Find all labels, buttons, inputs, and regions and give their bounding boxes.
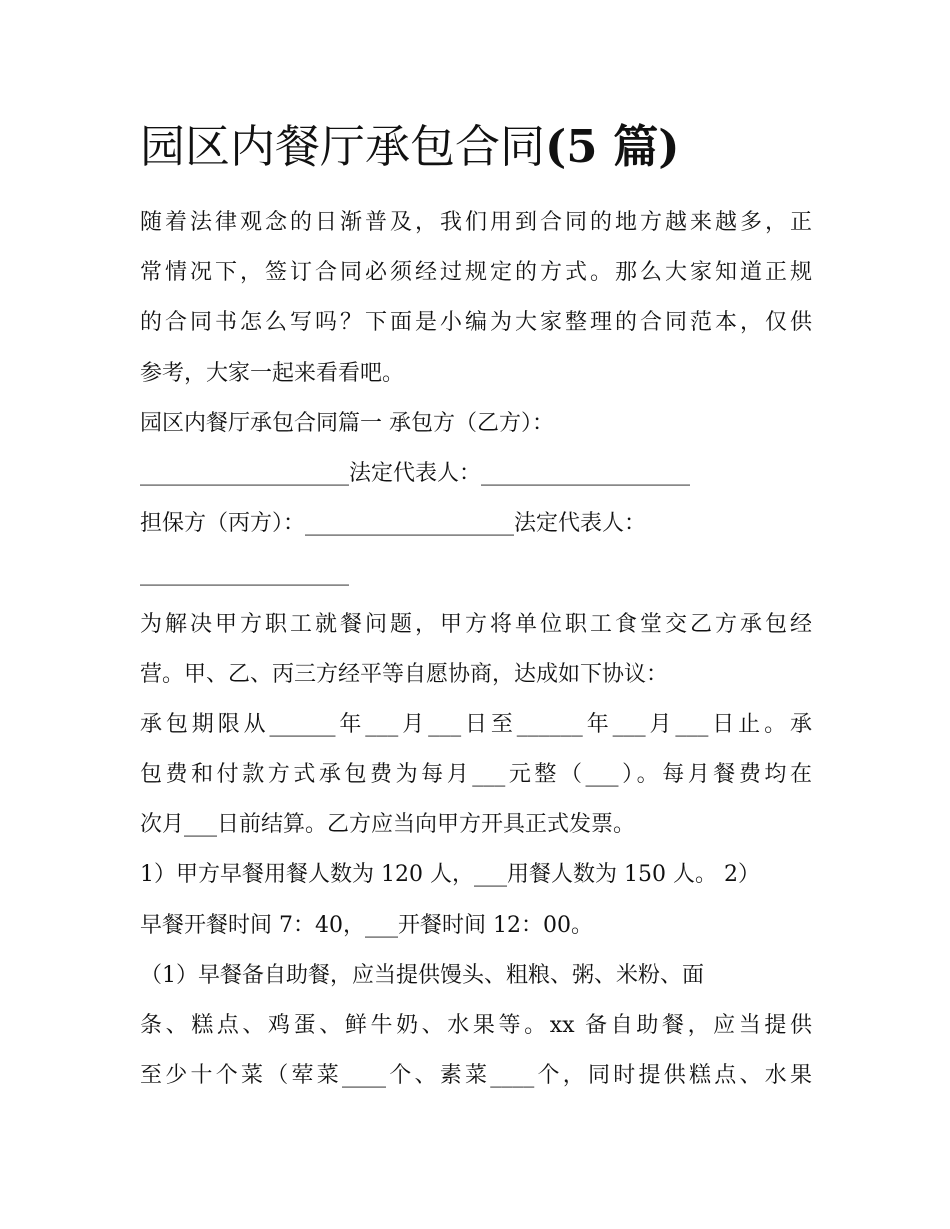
paragraph-line: ___________________: [140, 561, 349, 587]
paragraph-line: 担保方（丙方）：___________________法定代表人：: [140, 511, 647, 537]
document-title: [140, 112, 820, 182]
paragraph-line: 1）甲方早餐用餐人数为 120 人，___用餐人数为 150 人。 2）: [140, 862, 760, 888]
paragraph-line: 至少十个菜（荤菜____个、素菜____个，同时提供糕点、水果: [140, 1063, 812, 1089]
paragraph-line: 营。甲、乙、丙三方经平等自愿协商，达成如下协议：: [140, 661, 669, 687]
paragraph-line: ___________________法定代表人：___________________: [140, 460, 691, 486]
paragraph-line: 的合同书怎么写吗？下面是小编为大家整理的合同范本，仅供: [140, 310, 812, 336]
paragraph-line: 为解决甲方职工就餐问题，甲方将单位职工食堂交乙方承包经: [140, 611, 812, 637]
paragraph-line: 早餐开餐时间 7：40，___开餐时间 12：00。: [140, 912, 593, 938]
paragraph-line: 常情况下，签订合同必须经过规定的方式。那么大家知道正规: [140, 260, 812, 286]
paragraph-line: 参考，大家一起来看看吧。: [140, 360, 405, 386]
paragraph-line: 条、糕点、鸡蛋、鲜牛奶、水果等。xx 备自助餐，应当提供: [140, 1013, 812, 1038]
paragraph-line: 园区内餐厅承包合同篇一 承包方（乙方）：: [140, 410, 554, 436]
title-main: 园区内餐厅承包合同: [140, 120, 546, 173]
paragraph-line: 承包期限从______年___月___日至______年___月___日止。承: [140, 711, 812, 737]
paragraph-line: 次月___日前结算。乙方应当向甲方开具正式发票。: [140, 812, 636, 838]
paragraph-line: 随着法律观念的日渐普及，我们用到合同的地方越来越多，正: [140, 210, 812, 235]
title-suffix: (5 篇): [545, 120, 680, 173]
paragraph-line: （1）早餐备自助餐，应当提供馒头、粗粮、粥、米粉、面: [140, 962, 704, 988]
document-body: [140, 198, 812, 1101]
paragraph-line: 包费和付款方式承包费为每月___元整（___）。每月餐费均在: [140, 762, 812, 788]
